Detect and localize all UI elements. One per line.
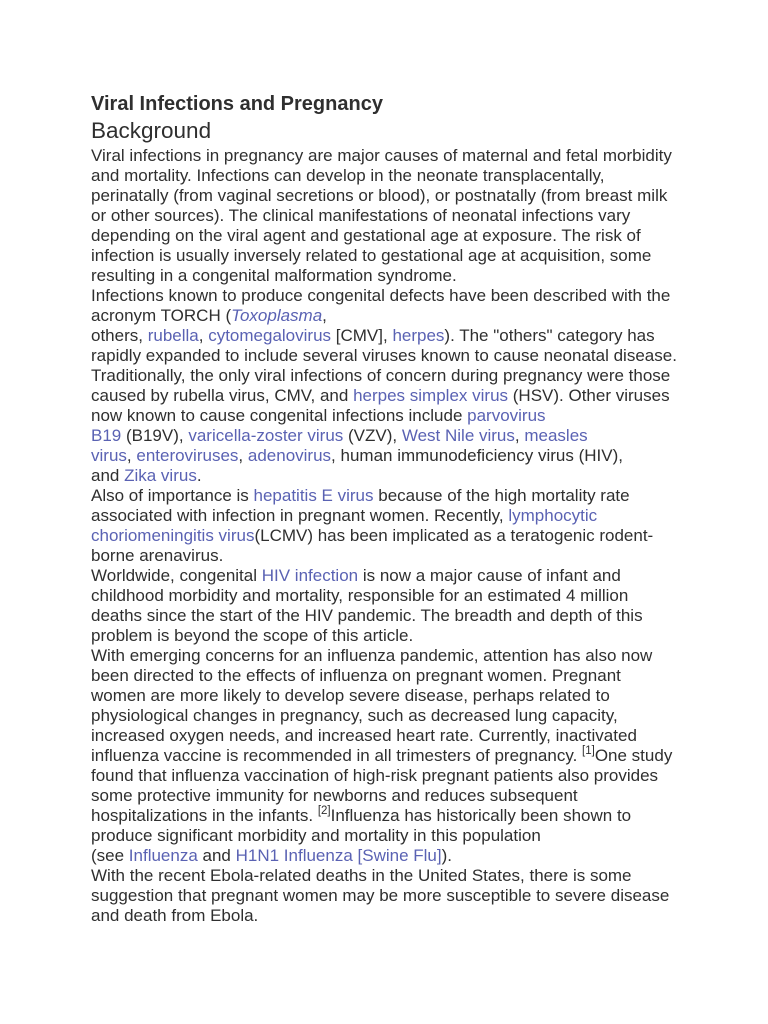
text-run: associated with infection in pregnant women. Recently, <box>91 506 509 525</box>
text-line <box>91 146 761 166</box>
text-run: (LCMV) has been implicated as a teratogenic rodent- <box>254 526 654 545</box>
text-line <box>91 406 761 426</box>
article-title: Viral Infections and Pregnancy <box>91 93 383 115</box>
text-line <box>91 226 761 246</box>
text-run: and mortality. Infections can develop in the neonate transplacentally, <box>91 166 605 185</box>
paragraph <box>91 866 761 926</box>
text-line <box>91 286 761 306</box>
link-hepatitis-e-virus[interactable]: hepatitis E virus <box>253 486 374 505</box>
text-line <box>91 366 761 386</box>
text-line <box>91 826 761 846</box>
text-run: produce significant morbidity and mortality in this population <box>91 826 541 845</box>
text-line <box>91 746 761 766</box>
text-run: problem is beyond the scope of this article. <box>91 626 414 645</box>
paragraph <box>91 146 761 286</box>
text-line <box>91 466 761 486</box>
text-line <box>91 766 761 786</box>
section-heading: Background <box>91 118 212 143</box>
text-run: Influenza has historically been shown to <box>330 806 632 825</box>
text-line <box>91 546 761 566</box>
text-line <box>91 666 761 686</box>
link-adenovirus[interactable]: adenovirus <box>247 446 332 465</box>
text-run: One study <box>594 746 673 765</box>
text-line <box>91 686 761 706</box>
text-run: physiological changes in pregnancy, such as decreased lung capacity, <box>91 706 618 725</box>
text-run: Traditionally, the only viral infections of concern during pregnancy were those <box>91 366 671 385</box>
text-run: some protective immunity for newborns and reduces subsequent <box>91 786 578 805</box>
text-line <box>91 206 761 226</box>
text-run: and <box>91 466 125 485</box>
text-run: is now a major cause of infant and <box>358 566 621 585</box>
text-run: borne arenavirus. <box>91 546 224 565</box>
text-run: Infections known to produce congenital defects have been described with the <box>91 286 671 305</box>
text-line <box>91 866 761 886</box>
text-line <box>91 426 761 446</box>
reference-link-2[interactable]: [2] <box>317 805 331 817</box>
link-enteroviruses[interactable]: enteroviruses <box>136 446 239 465</box>
text-run: increased oxygen needs, and increased heart rate. Currently, inactivated <box>91 726 637 745</box>
text-run: , <box>322 306 327 325</box>
text-line <box>91 726 761 746</box>
link-varicella-zoster-virus[interactable]: varicella-zoster virus <box>188 426 344 445</box>
paragraph <box>91 486 761 566</box>
text-run: because of the high mortality rate <box>373 486 630 505</box>
text-run: (B19V), <box>121 426 189 445</box>
text-line <box>91 266 761 286</box>
link-toxoplasma[interactable]: Toxoplasma <box>231 306 323 325</box>
text-run: , <box>238 446 248 465</box>
text-run: , human immunodeficiency virus (HIV), <box>331 446 623 465</box>
text-run: hospitalizations in the infants. <box>91 806 318 825</box>
text-run: women are more likely to develop severe disease, perhaps related to <box>91 686 610 705</box>
link-cytomegalovirus[interactable]: cytomegalovirus <box>208 326 332 345</box>
text-run: childhood morbidity and mortality, responsible for an estimated 4 million <box>91 586 629 605</box>
text-run: With emerging concerns for an influenza pandemic, attention has also now <box>91 646 653 665</box>
link-virus[interactable]: virus <box>91 446 127 465</box>
text-run: and death from Ebola. <box>91 906 259 925</box>
link-h1n1-influenza-swine-flu[interactable]: H1N1 Influenza [Swine Flu] <box>235 846 442 865</box>
text-line <box>91 906 761 926</box>
link-zika-virus[interactable]: Zika virus <box>124 466 197 485</box>
text-line <box>91 706 761 726</box>
link-west-nile-virus[interactable]: West Nile virus <box>401 426 515 445</box>
article-body <box>91 146 761 926</box>
text-run: perinatally (from vaginal secretions or blood), or postnatally (from breast milk <box>91 186 668 205</box>
text-run: (VZV), <box>343 426 402 445</box>
text-run: or other sources). The clinical manifestations of neonatal infections vary <box>91 206 631 225</box>
text-run: , <box>514 426 525 445</box>
text-line <box>91 386 761 406</box>
text-run: infection is usually inversely related to gestational age at acquisition, some <box>91 246 652 265</box>
link-hiv-infection[interactable]: HIV infection <box>261 566 359 585</box>
text-line <box>91 626 761 646</box>
text-run: others, <box>91 326 148 345</box>
text-run: ). The "others" category has <box>444 326 655 345</box>
text-line <box>91 246 761 266</box>
link-measles[interactable]: measles <box>524 426 588 445</box>
text-run: Also of importance is <box>91 486 254 505</box>
link-parvovirus[interactable]: parvovirus <box>467 406 546 425</box>
text-run: , <box>126 446 137 465</box>
link-rubella[interactable]: rubella <box>147 326 199 345</box>
text-line <box>91 846 761 866</box>
link-b19[interactable]: B19 <box>91 426 122 445</box>
text-run: acronym TORCH ( <box>91 306 232 325</box>
text-line <box>91 186 761 206</box>
link-herpes-simplex-virus[interactable]: herpes simplex virus <box>353 386 509 405</box>
text-line <box>91 166 761 186</box>
text-run: been directed to the effects of influenza on pregnant women. Pregnant <box>91 666 621 685</box>
text-run: [CMV], <box>331 326 393 345</box>
text-run: (see <box>91 846 129 865</box>
text-run: influenza vaccine is recommended in all trimesters of pregnancy. <box>91 746 583 765</box>
text-line <box>91 886 761 906</box>
text-run: caused by rubella virus, CMV, and <box>91 386 354 405</box>
text-line <box>91 806 761 826</box>
reference-link-1[interactable]: [1] <box>582 745 595 757</box>
text-line <box>91 346 761 366</box>
text-line <box>91 566 761 586</box>
text-line <box>91 606 761 626</box>
text-line <box>91 586 761 606</box>
text-line <box>91 306 761 326</box>
text-run: resulting in a congenital malformation syndrome. <box>91 266 457 285</box>
text-line <box>91 326 761 346</box>
link-choriomeningitis-virus[interactable]: choriomeningitis virus <box>91 526 255 545</box>
text-run: , <box>198 326 209 345</box>
text-run: (HSV). Other viruses <box>508 386 670 405</box>
text-run: and <box>197 846 236 865</box>
text-line <box>91 446 761 466</box>
text-run: With the recent Ebola-related deaths in the United States, there is some <box>91 866 632 885</box>
text-run: . <box>196 466 202 485</box>
text-run: Worldwide, congenital <box>91 566 262 585</box>
text-line <box>91 486 761 506</box>
text-run: ). <box>441 846 452 865</box>
text-line <box>91 646 761 666</box>
text-run: found that influenza vaccination of high-risk pregnant patients also provides <box>91 766 659 785</box>
text-line <box>91 506 761 526</box>
text-run: suggestion that pregnant women may be more susceptible to severe disease <box>91 886 670 905</box>
text-run: depending on the viral agent and gestational age at exposure. The risk of <box>91 226 641 245</box>
text-run: deaths since the start of the HIV pandemic. The breadth and depth of this <box>91 606 643 625</box>
text-run: now known to cause congenital infections include <box>91 406 468 425</box>
paragraph <box>91 286 761 486</box>
article <box>91 92 761 926</box>
link-lymphocytic[interactable]: lymphocytic <box>508 506 598 525</box>
link-herpes[interactable]: herpes <box>392 326 445 345</box>
paragraph <box>91 566 761 646</box>
link-influenza[interactable]: Influenza <box>128 846 198 865</box>
paragraph <box>91 646 761 866</box>
text-run: rapidly expanded to include several viruses known to cause neonatal disease. <box>91 346 677 365</box>
text-line <box>91 526 761 546</box>
text-run: Viral infections in pregnancy are major causes of maternal and fetal morbidity <box>91 146 672 165</box>
text-line <box>91 786 761 806</box>
